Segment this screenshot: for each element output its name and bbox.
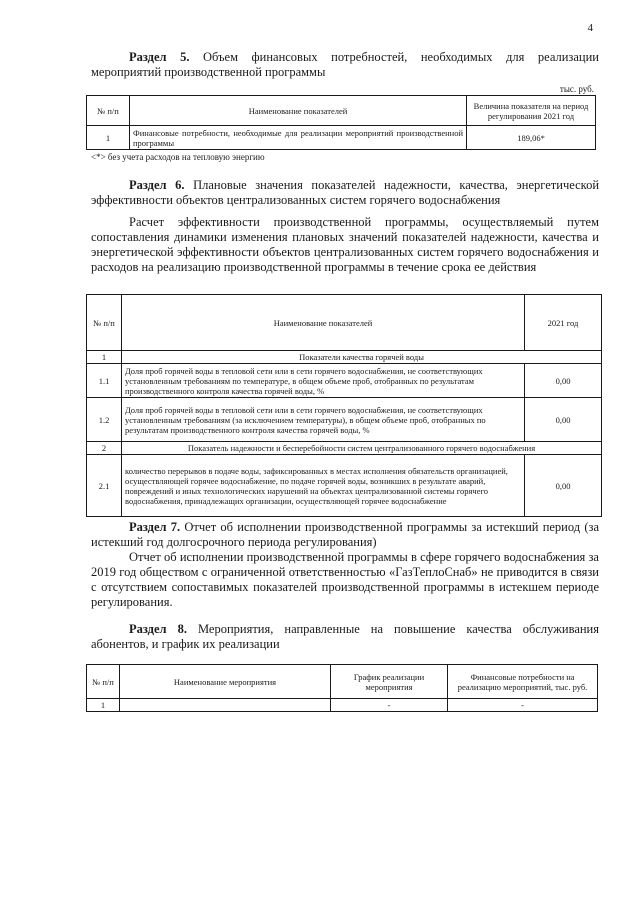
section8-table (86, 664, 598, 712)
row-name (120, 699, 331, 712)
section7-text: Отчет об исполнении производственной программы в сфере горячего водоснабжения за 2019 год обществом с ограниченной ответственностью «ГазТеплоСнаб» не приводится в связи с отсутствием сопоставимых показателей производственной программы в истекшем периоде регулирования. (91, 550, 599, 609)
section7-title: Отчет об исполнении производственной программы за истекший период (за истекший год долгосрочного периода регулирования) (91, 520, 599, 549)
section8-title: Мероприятия, направленные на повышение качества обслуживания абонентов, и график их реализации (91, 622, 599, 651)
section6-text: Расчет эффективности производственной программы, осуществляемый путем сопоставления динамики изменения плановых значений показателей надежности, качества и энергетической эффективности объектов централизованных систем горячего водоснабжения и расходов на реализацию производственной программы в течение срока ее действия (91, 215, 599, 274)
group-title: Показатель надежности и бесперебойности систем централизованного горячего водоснабжения (122, 442, 602, 455)
group-title: Показатели качества горячей воды (122, 351, 602, 364)
group-num: 1 (87, 351, 122, 364)
table-row (87, 126, 596, 150)
table-row (87, 455, 602, 517)
section5-table (86, 95, 596, 150)
header-name: Наименование показателей (130, 96, 467, 126)
header-year: 2021 год (525, 295, 602, 351)
row-name: Доля проб горячей воды в тепловой сети или в сети горячего водоснабжения, не соответствующих установленным требованиям (за исключением температуры), в общем объеме проб, отобранных по результатам производственного контроля качества горячей воды, % (122, 398, 525, 442)
section5-note: <*> без учета расходов на тепловую энергию (91, 152, 265, 162)
table-header-row (87, 665, 598, 699)
section8-heading (91, 622, 599, 652)
section6-heading (91, 178, 599, 208)
section5-unit: тыс. руб. (559, 84, 594, 94)
row-value: 0,00 (525, 455, 602, 517)
section6-table (86, 294, 602, 517)
section5-label: Раздел 5. (129, 50, 190, 64)
table-header-row (87, 96, 596, 126)
header-value: Величина показателя на период регулирования 2021 год (467, 96, 596, 126)
section7-heading (91, 520, 599, 550)
section5-heading (91, 50, 599, 80)
section8-label: Раздел 8. (129, 622, 187, 636)
row-name: количество перерывов в подаче воды, зафиксированных в местах исполнения обязательств организацией, осуществляющей горячее водоснабжение, по подаче горячей воды, возникших в результате аварий, повреждений и иных технологических нарушений на объектах централизованной системы горячего водоснабжения, принадлежащих организации, осуществляющей горячее водоснабжение (122, 455, 525, 517)
table-row (87, 699, 598, 712)
table-row (87, 364, 602, 398)
header-name: Наименование показателей (122, 295, 525, 351)
table-header-row (87, 295, 602, 351)
row-value: 0,00 (525, 398, 602, 442)
row-name: Доля проб горячей воды в тепловой сети или в сети горячего водоснабжения, не соответствующих установленным требованиям по температуре, в общем объеме проб, отобранных по результатам производственного контроля качества горячей воды, % (122, 364, 525, 398)
section7-label: Раздел 7. (129, 520, 181, 534)
row-value: 189,06* (467, 126, 596, 150)
row-name: Финансовые потребности, необходимые для реализации мероприятий производственной программы (130, 126, 467, 150)
row-num: 1.1 (87, 364, 122, 398)
row-num: 2.1 (87, 455, 122, 517)
row-value: 0,00 (525, 364, 602, 398)
row-num: 1 (87, 699, 120, 712)
row-finance: - (448, 699, 598, 712)
section5-title: Объем финансовых потребностей, необходимых для реализации мероприятий производственной программы (91, 50, 599, 79)
group-row (87, 442, 602, 455)
header-finance: Финансовые потребности на реализацию мероприятий, тыс. руб. (448, 665, 598, 699)
header-num: № п/п (87, 96, 130, 126)
section6-title: Плановые значения показателей надежности, качества, энергетической эффективности объектов централизованных систем горячего водоснабжения (91, 178, 600, 207)
table-row (87, 398, 602, 442)
row-num: 1.2 (87, 398, 122, 442)
section6-label: Раздел 6. (129, 178, 185, 192)
header-num: № п/п (87, 665, 120, 699)
group-row (87, 351, 602, 364)
page-number: 4 (587, 22, 593, 34)
group-num: 2 (87, 442, 122, 455)
row-num: 1 (87, 126, 130, 150)
row-schedule: - (331, 699, 448, 712)
header-name: Наименование мероприятия (120, 665, 331, 699)
header-num: № п/п (87, 295, 122, 351)
header-schedule: График реализации мероприятия (331, 665, 448, 699)
